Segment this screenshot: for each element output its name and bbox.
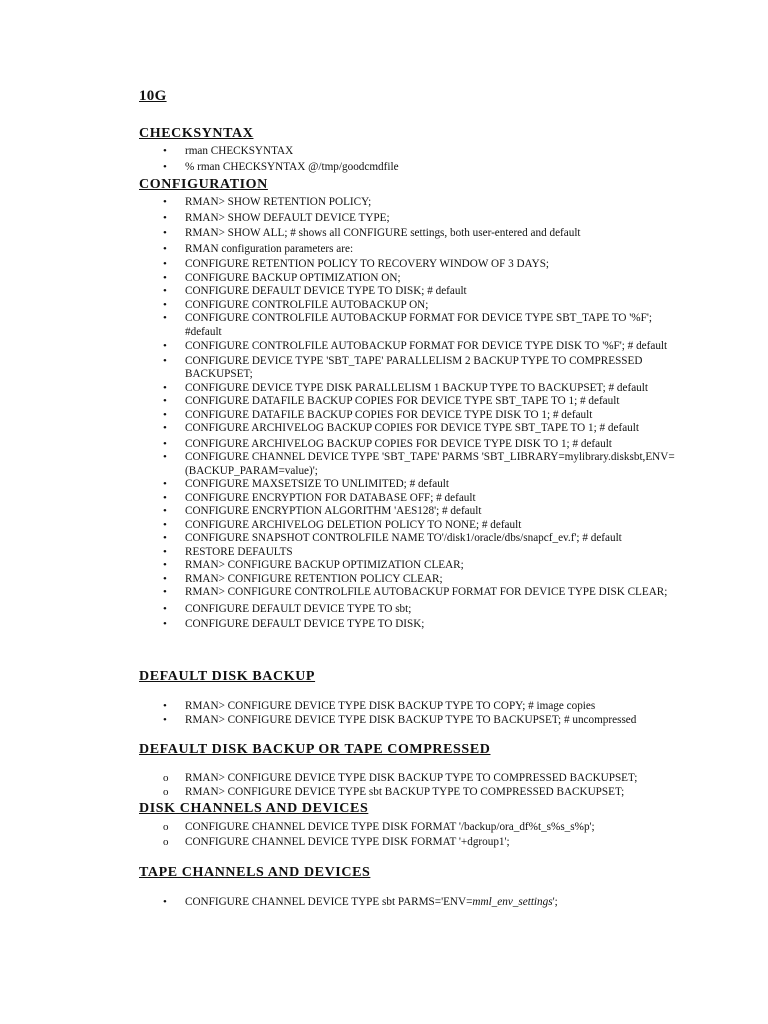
list-item: o RMAN> CONFIGURE DEVICE TYPE sbt BACKUP TYPE TO COMPRESSED BACKUPSET; (163, 785, 625, 798)
list-default-disk-backup (0, 700, 675, 727)
bullet-icon: • (163, 145, 167, 157)
list-item: • RMAN> CONFIGURE DEVICE TYPE DISK BACKUP TYPE TO COPY; # image copies (163, 700, 596, 712)
bullet-icon: • (163, 572, 167, 585)
bullet-icon: • (163, 242, 167, 255)
list-item: • CONFIGURE DEFAULT DEVICE TYPE TO DISK; (163, 618, 425, 630)
list-configuration (0, 196, 675, 632)
bullet-icon: • (163, 395, 167, 407)
list-item: • CONFIGURE CHANNEL DEVICE TYPE 'SBT_TAPE' PARMS 'SBT_LIBRARY=mylibrary.disksbt,ENV=(BACKUP_PARAM=value)'; (163, 451, 675, 477)
bullet-icon: • (163, 437, 167, 450)
hollow-bullet-icon: o (163, 821, 169, 833)
bullet-icon: • (163, 381, 167, 394)
list-item: • CONFIGURE RETENTION POLICY TO RECOVERY WINDOW OF 3 DAYS; (163, 258, 550, 270)
bullet-icon: • (163, 545, 167, 558)
list-item: • RMAN> CONFIGURE DEVICE TYPE DISK BACKUP TYPE TO BACKUPSET; # uncompressed (163, 713, 637, 726)
list-item: • CONFIGURE DEVICE TYPE 'SBT_TAPE' PARALLELISM 2 BACKUP TYPE TO COMPRESSED BACKUPSET; (163, 354, 643, 380)
list-item: • CONFIGURE CONTROLFILE AUTOBACKUP FORMAT FOR DEVICE TYPE DISK TO '%F'; # default (163, 340, 668, 352)
list-item: • CONFIGURE SNAPSHOT CONTROLFILE NAME TO'/disk1/oracle/dbs/snapcf_ev.f'; # default (163, 532, 622, 544)
list-item: • CONFIGURE MAXSETSIZE TO UNLIMITED; # default (163, 478, 450, 490)
hollow-bullet-icon: o (163, 835, 169, 848)
bullet-icon: • (163, 196, 167, 208)
heading-checksyntax: CHECKSYNTAX (139, 126, 254, 141)
bullet-icon: • (163, 491, 167, 504)
list-item: • CONFIGURE DATAFILE BACKUP COPIES FOR DEVICE TYPE DISK TO 1; # default (163, 408, 593, 421)
bullet-icon: • (163, 559, 167, 571)
list-item: • RMAN> SHOW DEFAULT DEVICE TYPE; (163, 211, 390, 224)
bullet-icon: • (163, 618, 167, 630)
bullet-icon: • (163, 602, 167, 615)
list-item: • CONFIGURE DATAFILE BACKUP COPIES FOR DEVICE TYPE SBT_TAPE TO 1; # default (163, 395, 620, 407)
bullet-icon: • (163, 258, 167, 270)
bullet-icon: • (163, 160, 167, 173)
document-title: 10G (139, 88, 167, 104)
bullet-icon: • (163, 896, 167, 908)
list-tape-channels (0, 896, 675, 910)
list-checksyntax (0, 145, 675, 174)
bullet-icon: • (163, 340, 167, 352)
list-item: • CONFIGURE CHANNEL DEVICE TYPE sbt PARMS='ENV=mml_env_settings'; (163, 896, 558, 908)
bullet-icon: • (163, 422, 167, 434)
bullet-icon: • (163, 518, 167, 531)
list-item: • RMAN configuration parameters are: (163, 242, 354, 255)
heading-tape-channels-and-devices: TAPE CHANNELS AND DEVICES (139, 865, 371, 880)
bullet-icon: • (163, 298, 167, 311)
list-item: • CONFIGURE CONTROLFILE AUTOBACKUP ON; (163, 298, 429, 311)
list-item: • CONFIGURE CONTROLFILE AUTOBACKUP FORMAT FOR DEVICE TYPE SBT_TAPE TO '%F'; #default (163, 312, 652, 338)
list-item: • RMAN> CONFIGURE BACKUP OPTIMIZATION CLEAR; (163, 559, 464, 571)
list-item: • CONFIGURE DEFAULT DEVICE TYPE TO sbt; (163, 602, 412, 615)
list-item: • CONFIGURE BACKUP OPTIMIZATION ON; (163, 271, 401, 284)
list-item: • rman CHECKSYNTAX (163, 145, 294, 157)
list-disk-channels (0, 821, 675, 849)
bullet-icon: • (163, 532, 167, 544)
hollow-bullet-icon: o (163, 785, 169, 798)
list-item: o CONFIGURE CHANNEL DEVICE TYPE DISK FORMAT '+dgroup1'; (163, 835, 510, 848)
bullet-icon: • (163, 586, 167, 598)
bullet-icon: • (163, 211, 167, 224)
list-item: • RMAN> CONFIGURE RETENTION POLICY CLEAR; (163, 572, 443, 585)
bullet-icon: • (163, 354, 167, 367)
bullet-icon: • (163, 312, 167, 324)
heading-default-disk-backup: DEFAULT DISK BACKUP (139, 669, 316, 684)
hollow-bullet-icon: o (163, 772, 169, 784)
list-item: o RMAN> CONFIGURE DEVICE TYPE DISK BACKUP TYPE TO COMPRESSED BACKUPSET; (163, 772, 638, 784)
list-item: • CONFIGURE DEVICE TYPE DISK PARALLELISM 1 BACKUP TYPE TO BACKUPSET; # default (163, 381, 648, 394)
list-item: • CONFIGURE ARCHIVELOG BACKUP COPIES FOR DEVICE TYPE SBT_TAPE TO 1; # default (163, 422, 639, 434)
heading-configuration: CONFIGURATION (139, 177, 268, 192)
bullet-icon: • (163, 700, 167, 712)
list-compressed (0, 772, 675, 799)
list-item: • CONFIGURE ENCRYPTION ALGORITHM 'AES128'; # default (163, 505, 482, 517)
list-item: • CONFIGURE DEFAULT DEVICE TYPE TO DISK; # default (163, 285, 467, 297)
list-item: o CONFIGURE CHANNEL DEVICE TYPE DISK FORMAT '/backup/ora_df%t_s%s_s%p'; (163, 821, 595, 833)
list-item: • RMAN> SHOW RETENTION POLICY; (163, 196, 372, 208)
bullet-icon: • (163, 227, 167, 239)
bullet-icon: • (163, 713, 167, 726)
list-item: • RMAN> SHOW ALL; # shows all CONFIGURE settings, both user-entered and default (163, 227, 581, 239)
heading-disk-channels-and-devices: DISK CHANNELS AND DEVICES (139, 801, 369, 816)
list-item: • CONFIGURE ARCHIVELOG DELETION POLICY TO NONE; # default (163, 518, 522, 531)
list-item: • RESTORE DEFAULTS (163, 545, 293, 558)
bullet-icon: • (163, 478, 167, 490)
bullet-icon: • (163, 408, 167, 421)
list-item: • RMAN> CONFIGURE CONTROLFILE AUTOBACKUP FORMAT FOR DEVICE TYPE DISK CLEAR; (163, 586, 668, 598)
list-item: • CONFIGURE ENCRYPTION FOR DATABASE OFF; # default (163, 491, 476, 504)
list-item: • CONFIGURE ARCHIVELOG BACKUP COPIES FOR DEVICE TYPE DISK TO 1; # default (163, 437, 612, 450)
heading-default-disk-backup-or-tape-compressed: DEFAULT DISK BACKUP OR TAPE COMPRESSED (139, 742, 491, 757)
bullet-icon: • (163, 285, 167, 297)
bullet-icon: • (163, 451, 167, 463)
bullet-icon: • (163, 505, 167, 517)
bullet-icon: • (163, 271, 167, 284)
list-item: • % rman CHECKSYNTAX @/tmp/goodcmdfile (163, 160, 399, 173)
